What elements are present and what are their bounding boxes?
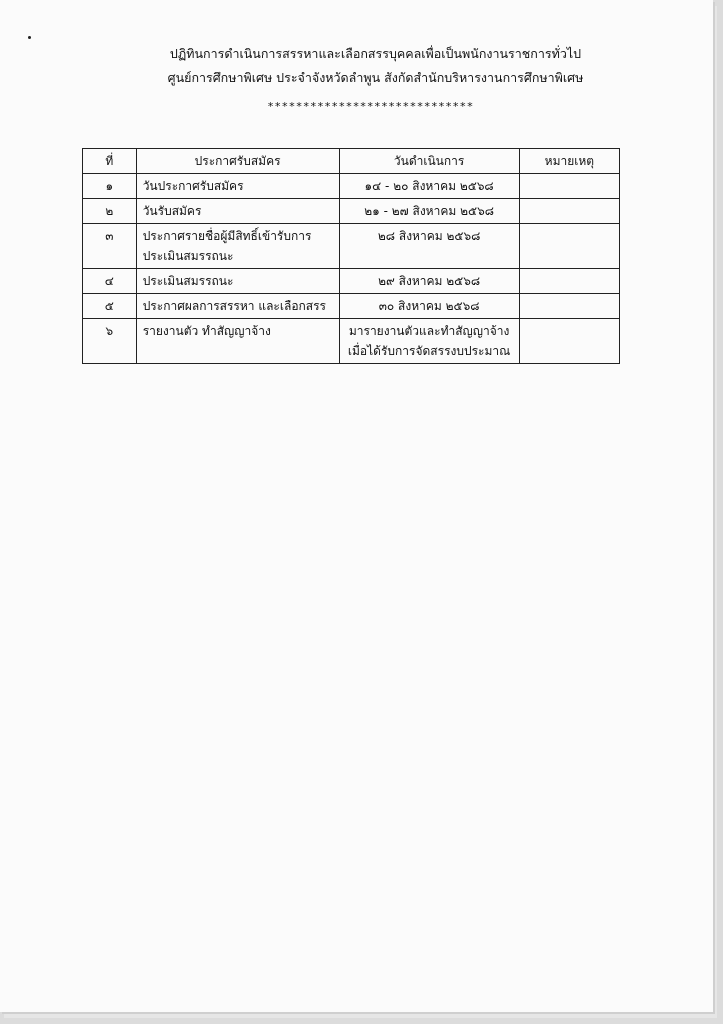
row-date: ๒๑ - ๒๗ สิงหาคม ๒๕๖๘ [339,199,519,224]
row-item: ประเมินสมรรถนะ [136,269,339,294]
row-date: มารายงานตัวและทำสัญญาจ้างเมื่อได้รับการจัดสรรงบประมาณ [339,319,519,364]
table-row [83,294,620,319]
row-no: ๖ [83,319,137,364]
row-no: ๕ [83,294,137,319]
row-date: ๑๔ - ๒๐ สิงหาคม ๒๕๖๘ [339,174,519,199]
row-note [519,174,619,199]
row-note [519,269,619,294]
row-item: ประกาศรายชื่อผู้มีสิทธิ์เข้ารับการประเมินสมรรถนะ [136,224,339,269]
row-note [519,199,619,224]
row-no: ๒ [83,199,137,224]
table-row [83,224,620,269]
table-row [83,174,620,199]
title-line-1: ปฏิทินการดำเนินการสรรหาและเลือกสรรบุคคลเพื่อเป็นพนักงานราชการทั่วไป [169,46,582,61]
header-date: วันดำเนินการ [339,149,519,174]
row-note [519,319,619,364]
table-row [83,319,620,364]
row-no: ๓ [83,224,137,269]
table-row [83,269,620,294]
title-line-2: ศูนย์การศึกษาพิเศษ ประจำจังหวัดลำพูน สังกัดสำนักบริหารงานการศึกษาพิเศษ [167,70,584,85]
schedule-table [82,148,620,364]
header-note: หมายเหตุ [519,149,619,174]
row-item: วันรับสมัคร [136,199,339,224]
row-date: ๓๐ สิงหาคม ๒๕๖๘ [339,294,519,319]
stray-dot [28,36,31,39]
table-row [83,199,620,224]
separator-stars: ***************************** [267,100,474,113]
row-no: ๑ [83,174,137,199]
row-item: รายงานตัว ทำสัญญาจ้าง [136,319,339,364]
header-item: ประกาศรับสมัคร [136,149,339,174]
row-no: ๔ [83,269,137,294]
header-no: ที่ [83,149,137,174]
row-date: ๒๙ สิงหาคม ๒๕๖๘ [339,269,519,294]
row-note [519,224,619,269]
row-note [519,294,619,319]
row-date: ๒๘ สิงหาคม ๒๕๖๘ [339,224,519,269]
row-item: วันประกาศรับสมัคร [136,174,339,199]
row-item: ประกาศผลการสรรหา และเลือกสรร [136,294,339,319]
table-header-row [83,149,620,174]
